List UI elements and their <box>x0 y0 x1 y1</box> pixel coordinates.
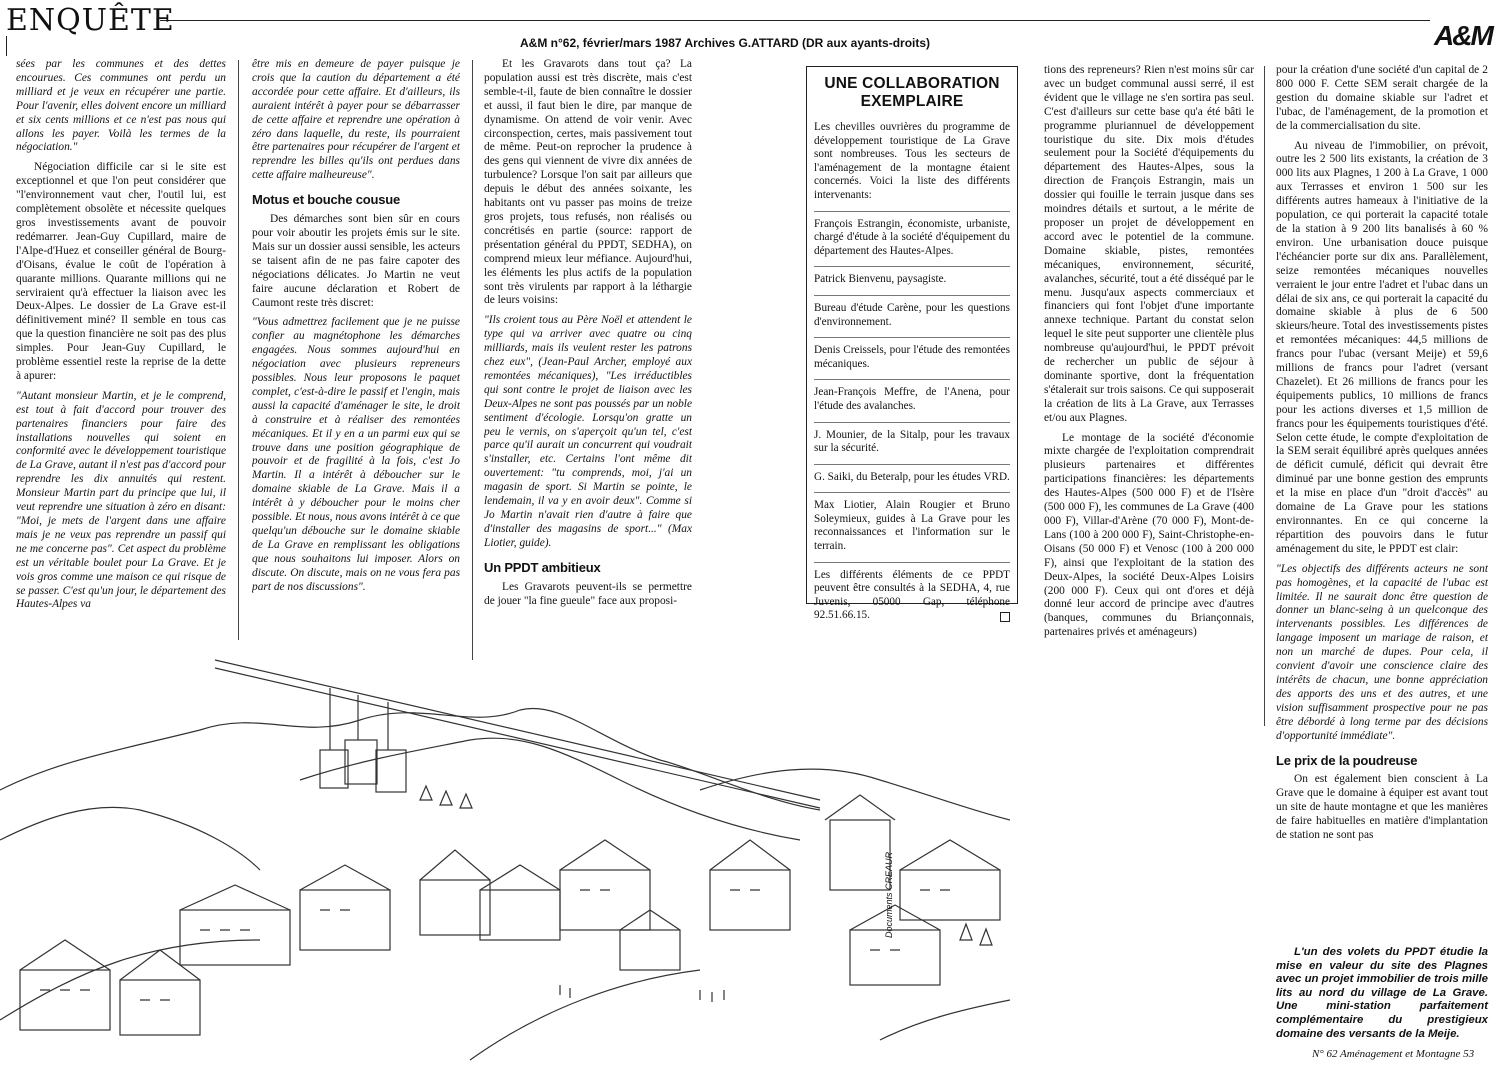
subheading-ppdt: Un PPDT ambitieux <box>484 559 601 575</box>
header-corner-rule <box>6 36 7 56</box>
box-item: Patrick Bienvenu, paysagiste. <box>814 273 947 286</box>
box-item: Denis Creissels, pour l'étude des remontées mécaniques. <box>814 344 1010 370</box>
col3-quotes: "Ils croient tous au Père Noël et attendent le type qui va arriver avec quatre ou cinq milliards, mais ils veulent rester les patrons chez eux", (Jean-Paul Archer, employé aux remontées mécaniques), "Les irréductibles qui sont contre le projet de liaison avec les Deux-Alpes ne sont pas poussés par un noble sentiment d'écologie. Lorsqu'on gratte un peu le vernis, on s'aperçoit qu'un tel, c'est parce qu'il aurait un concurrent qui voudrait s'installer, etc. Certains l'ont même dit ouvertement: "tu comprends, moi, j'ai un magasin de sport. Si Martin se pointe, le lendemain, il va y en avoir deux". Comme si Jo Martin n'avait rien d'autre à faire que d'installer des magasins de sport..." (Max Liotier, guide). <box>484 314 692 549</box>
column-2 <box>252 58 460 640</box>
archive-note: A&M n°62, février/mars 1987 Archives G.ATTARD (DR aux ayants-droits) <box>520 36 931 50</box>
box-divider <box>814 379 1010 380</box>
magazine-logo: A&M <box>1434 20 1492 51</box>
page-footer: N° 62 Aménagement et Montagne 53 <box>1312 1048 1475 1060</box>
box-intro: Les chevilles ouvrières du programme de développement touristique de La Grave sont nombreuses. Tous les secteurs de l'aménagement de la montagne étaient concernés. Voici la liste des différents intervenants: <box>814 121 1010 201</box>
col6-paragraph-1: pour la création d'une société d'un capital de 2 800 000 F. Cette SEM serait chargée de la gestion du domaine skiable sur l'adret et l'ubac, de l'aménagement, de la promotion et de la commercialisation du site. <box>1276 64 1488 132</box>
village-drawing <box>0 640 1010 1070</box>
box-divider <box>814 562 1010 563</box>
section-kicker: ENQUÊTE <box>6 3 175 38</box>
illustration-credit: Documents CREAUR <box>884 851 894 938</box>
column-rule-1 <box>238 60 239 640</box>
box-item: J. Mounier, de la Sitalp, pour les travaux sur la sécurité. <box>814 428 1010 455</box>
col1-paragraph-2: Négociation difficile car si le site est exceptionnel et que l'on peut considérer que "l'environnement vaut cher, l'outil lui, est complètement obsolète et nécessite quelques gros investissements avant de pouvoir redémarrer. Jean-Guy Cupillard, maire de l'Alpe-d'Huez et conseiller général de Bourg-d'Oisans, évalue le coût de l'opération à quarante millions. Quarante millions qui ne serviraient qu'à effectuer la liaison avec les Deux-Alpes. Le dossier de La Grave est-il définitivement miné? Il semble en tous cas que la question financière ne soit pas des plus simples. Pour Jean-Guy Cupillard, le problème essentiel reste la reprise de la dette à apurer: <box>16 161 226 382</box>
col1-quote: "Autant monsieur Martin, et je le comprend, est tout à fait d'accord pour trouver des partenaires financiers pour faire des installations nouvelles qui soient en conformité avec le développement touristique de La Grave, autant il n'est pas d'accord pour reprendre les dix annuités qui restent. Monsieur Martin part du principe que lui, il veut reprendre une situation à zéro en disant: "Moi, je mets de l'argent dans une affaire mais je ne veux pas reprendre un passif qui ne me concerne pas". Cet aspect du problème est un véritable boulet pour La Grave. Et je vois gros comme une maison ce qui risque de se passer. C'est qu'un jour, le département des Hautes-Alpes va <box>16 389 226 611</box>
column-1 <box>16 58 226 640</box>
box-contact-text: Les différents éléments de ce PPDT peuvent être consultés à la SEDHA, 4, rue Juvenis, 05000 Gap, téléphone 92.51.66.15. <box>814 568 1010 622</box>
col5-paragraph-2: Le montage de la société d'économie mixte chargée de l'exploitation comprendrait plusieurs partenaires et différentes participations financières: les départements des Hautes-Alpes (500 000 F) et de l'Isère (500 000 F), les communes de La Grave (400 000 F), Villar-d'Arène (70 000 F), Mont-de-Lans (100 à 200 000 F), Saint-Christophe-en-Oisans (50 000 F) et Venosc (100 à 200 000 F), ainsi que l'exploitant de la station des Deux-Alpes, la société Deux-Alpes Loisirs (200 000 F). Ceux qui ont d'ores et déjà donné leur accord de principe avec d'autres (banques, communes du Briançonnais, partenaires privés et aménageurs) <box>1044 431 1254 639</box>
box-item: Bureau d'étude Carène, pour les questions d'environnement. <box>814 301 1010 328</box>
col6-quote: "Les objectifs des différents acteurs ne sont pas homogènes, et la capacité de l'ubac est limitée. Il ne saurait donc être question de donner un blanc-seing à un quelconque des intervenants possibles. Les différences de langage imposent un mariage de raison, et non un marché de dupes. Pour cela, il convient d'avoir une conscience claire des intérêts de chacun, une bonne appréciation des apports des uns et des autres, et une vision suffisamment prospective pour ne pas être débordé à long terme par des décisions d'opportunité immédiate". <box>1276 562 1488 742</box>
col3-paragraph-1: Et les Gravarots dans tout ça? La population aussi est très discrète, mais c'est semble-t-il, faute de bien connaître le dossier et aussi, il faut bien le dire, par manque de dynamisme. On attend de voir venir. Avec circonspection, certes, mais passivement tout de même. Peut-on reprocher la prudence à des gens qui viennent de vivre dix années de turbulence? Lorsque l'on sait par ailleurs que depuis le début des années soixante, les habitants ont vu passer pas moins de treize gros projets, tous refusés, non réalisés ou concrétisés en partie (source: rapport de présentation général du PPDT, SEDHA), on comprend mieux leur méfiance. Aujourd'hui, les éléments les plus actifs de la population sont très virulents par rapport à la léthargie de leurs voisins: <box>484 58 692 307</box>
box-divider <box>814 295 1010 296</box>
column-rule-5 <box>1264 66 1265 726</box>
column-6 <box>1276 64 1488 944</box>
box-divider <box>814 464 1010 465</box>
box-divider <box>814 211 1010 212</box>
col6-paragraph-4: On est également bien conscient à La Grave que le domaine à équiper est avant tout un site de haute montagne et que les manières de faire habituelles en matière d'implantation de station ne sont pas <box>1276 773 1488 842</box>
col2-paragraph-2: Des démarches sont bien sûr en cours pour voir aboutir les projets émis sur le site. Mais sur un dossier aussi sensible, les acteurs se taisent afin de ne pas faire capoter des négociations délicates. Jo Martin ne veut faire aucune déclaration et Robert de Caumont reste très discret: <box>252 213 460 309</box>
col3-paragraph-3: Les Gravarots peuvent-ils se permettre de jouer "la fine gueule" face aux proposi- <box>484 580 692 607</box>
box-title: UNE COLLABORATION EXEMPLAIRE <box>824 75 1000 110</box>
box-divider <box>814 266 1010 267</box>
column-5 <box>1044 64 1254 722</box>
col2-quote: "Vous admettrez facilement que je ne puisse confier au magnétophone les démarches engagées. Nous sommes aujourd'hui en négociation avec plusieurs repreneurs possibles. Nous leur proposons le paquet complet, c'est-à-dire le passif et l'engin, mais aussi la capacité d'aménager le site, le droit à construire et à réaliser des remontées mécaniques. Et il y en a un parmi eux qui se trouve dans une position géographique de pouvoir et de fragilité à la fois, c'est Jo Martin. Il a intérêt à déboucher sur le domaine skiable de La Grave. Mais il a intérêt à y déboucher pour le moins cher possible. Et nous, nous avons intérêt à ce que quelqu'un débouche sur le domaine skiable de La Grave en remplissant les obligations que nous souhaitons lui imposer. Alors on discute. On discute, mais on ne vous fera pas part de nos discussions". <box>252 316 460 593</box>
box-item: Max Liotier, Alain Rougier et Bruno Soleymieux, guides à La Grave pour les reconnaissances et l'information sur le terrain. <box>814 499 1010 553</box>
header-rule <box>160 20 1430 21</box>
col5-paragraph-1: tions des repreneurs? Rien n'est moins sûr car avec un budget communal aussi serré, il est évident que le village ne s'en sortira pas seul. C'est d'ailleurs sur cette base qu'a été bâti le programme pluriannuel de développement touristique du site. Dix mois d'études seulement pour la Société d'équipements du département des Hautes-Alpes, sous la direction de François Estrangin, mais un dossier qui fouille le terrain jusque dans ses moindres détails et surtout, a le mérite de proposer un projet de développement en accord avec le potentiel de la commune. Domaine skiable, pistes, remontées mécaniques, environnement, sécurité, avalanches, sécurité, tout a été disséqué par le menu. Jusqu'aux aspects commerciaux et financiers qui font l'objet d'une importante annexe technique. Partant du constat selon lequel le site peut supporter une clientèle plus nombreuse qu'aujourd'hui, le PPDT prévoit de rechercher un public de séjour à dominante sportive, dont la fréquentation s'étalerait sur trois saisons. Ce qui supposerait la création de lits à La Grave, aux Terrasses et/ou aux Plagnes. <box>1044 64 1254 424</box>
subheading-motus: Motus et bouche cousue <box>252 192 401 208</box>
village-illustration <box>0 640 1010 1070</box>
end-mark-icon <box>1000 612 1010 622</box>
box-divider <box>814 492 1010 493</box>
box-item-contact <box>814 569 1010 623</box>
column-rule-2 <box>472 60 473 660</box>
illustration-caption <box>1276 946 1488 1041</box>
subheading-poudreuse: Le prix de la poudreuse <box>1276 752 1418 768</box>
collaboration-box <box>806 66 1018 622</box>
box-divider <box>814 337 1010 338</box>
col6-paragraph-2: Au niveau de l'immobilier, on prévoit, outre les 2 500 lits existants, la création de 3 000 lits aux Plagnes, 1 200 à La Grave, 1 000 aux Terrasses et environ 1 500 sur les différents autres hameaux à l'initiative de la population, ce qui porterait la capacité totale de la station à 9 200 lits banalisés à 60 % environ. Une urbanisation douce puisque l'échéancier porte sur dix ans. Parallèlement, seize remontées mécaniques nouvelles verraient le jour entre l'adret et l'ubac dans un délai de six ans, ce qui porterait la capacité du domaine skiable à plus de 6 500 skieurs/heure. Total des investissements pistes et remontées mécaniques: 44,5 millions de francs pour l'ubac (versant Meije) et 59,6 millions de francs pour l'adret (versant Chazelet). Et 26 millions de francs pour les équipements publics, 10 millions de francs pour les actions diverses et 1,5 million de francs pour les équipements touristiques d'été. Selon cette étude, le compte d'exploitation de la SEM serait équilibré après quelques années de déficit cumulé, déficit qui devrait être diminué par une bonne gestion des emprunts et la mise en place d'un "droit d'accès" au domaine de La Grave pour les stations environnantes. En ce qui concerne la répartition des pouvoirs dans le futur aménagement du site, le PPDT est clair: <box>1276 139 1488 555</box>
col1-quote-end: sées par les communes et des dettes encourues. Ces communes ont perdu un milliard et je veux en récupérer une partie. Pour l'avenir, elles doivent encore un milliard et six cents millions et ce n'est pas nous qui allons les payer. Voilà les termes de la négociation." <box>16 58 226 154</box>
caption-text: L'un des volets du PPDT étudie la mise en valeur du site des Plagnes avec un projet immobilier de trois mille lits au nord du village de La Grave. Une mini-station parfaitement complémentaire du prestigieux domaine des versants de la Meije. <box>1276 946 1488 1040</box>
box-item: François Estrangin, économiste, urbaniste, chargé d'étude à la société d'équipement du département des Hautes-Alpes. <box>814 217 1010 257</box>
col2-quote-end: être mis en demeure de payer puisque je crois que la caution du département a été accordée pour cette affaire. Et d'ailleurs, ils auraient intérêt à payer pour se débarrasser de cette affaire et reprendre une opération à zéro dans laquelle, du reste, ils pourraient être partenaires pour récupérer de l'argent et reprendre les billes qu'ils ont perdues dans cette affaire malheureuse". <box>252 58 460 182</box>
box-item: Jean-François Meffre, de l'Anena, pour l'étude des avalanches. <box>814 386 1010 412</box>
box-divider <box>814 422 1010 423</box>
box-item: G. Saiki, du Beteralp, pour les études VRD. <box>814 470 1010 483</box>
column-3 <box>484 58 692 660</box>
